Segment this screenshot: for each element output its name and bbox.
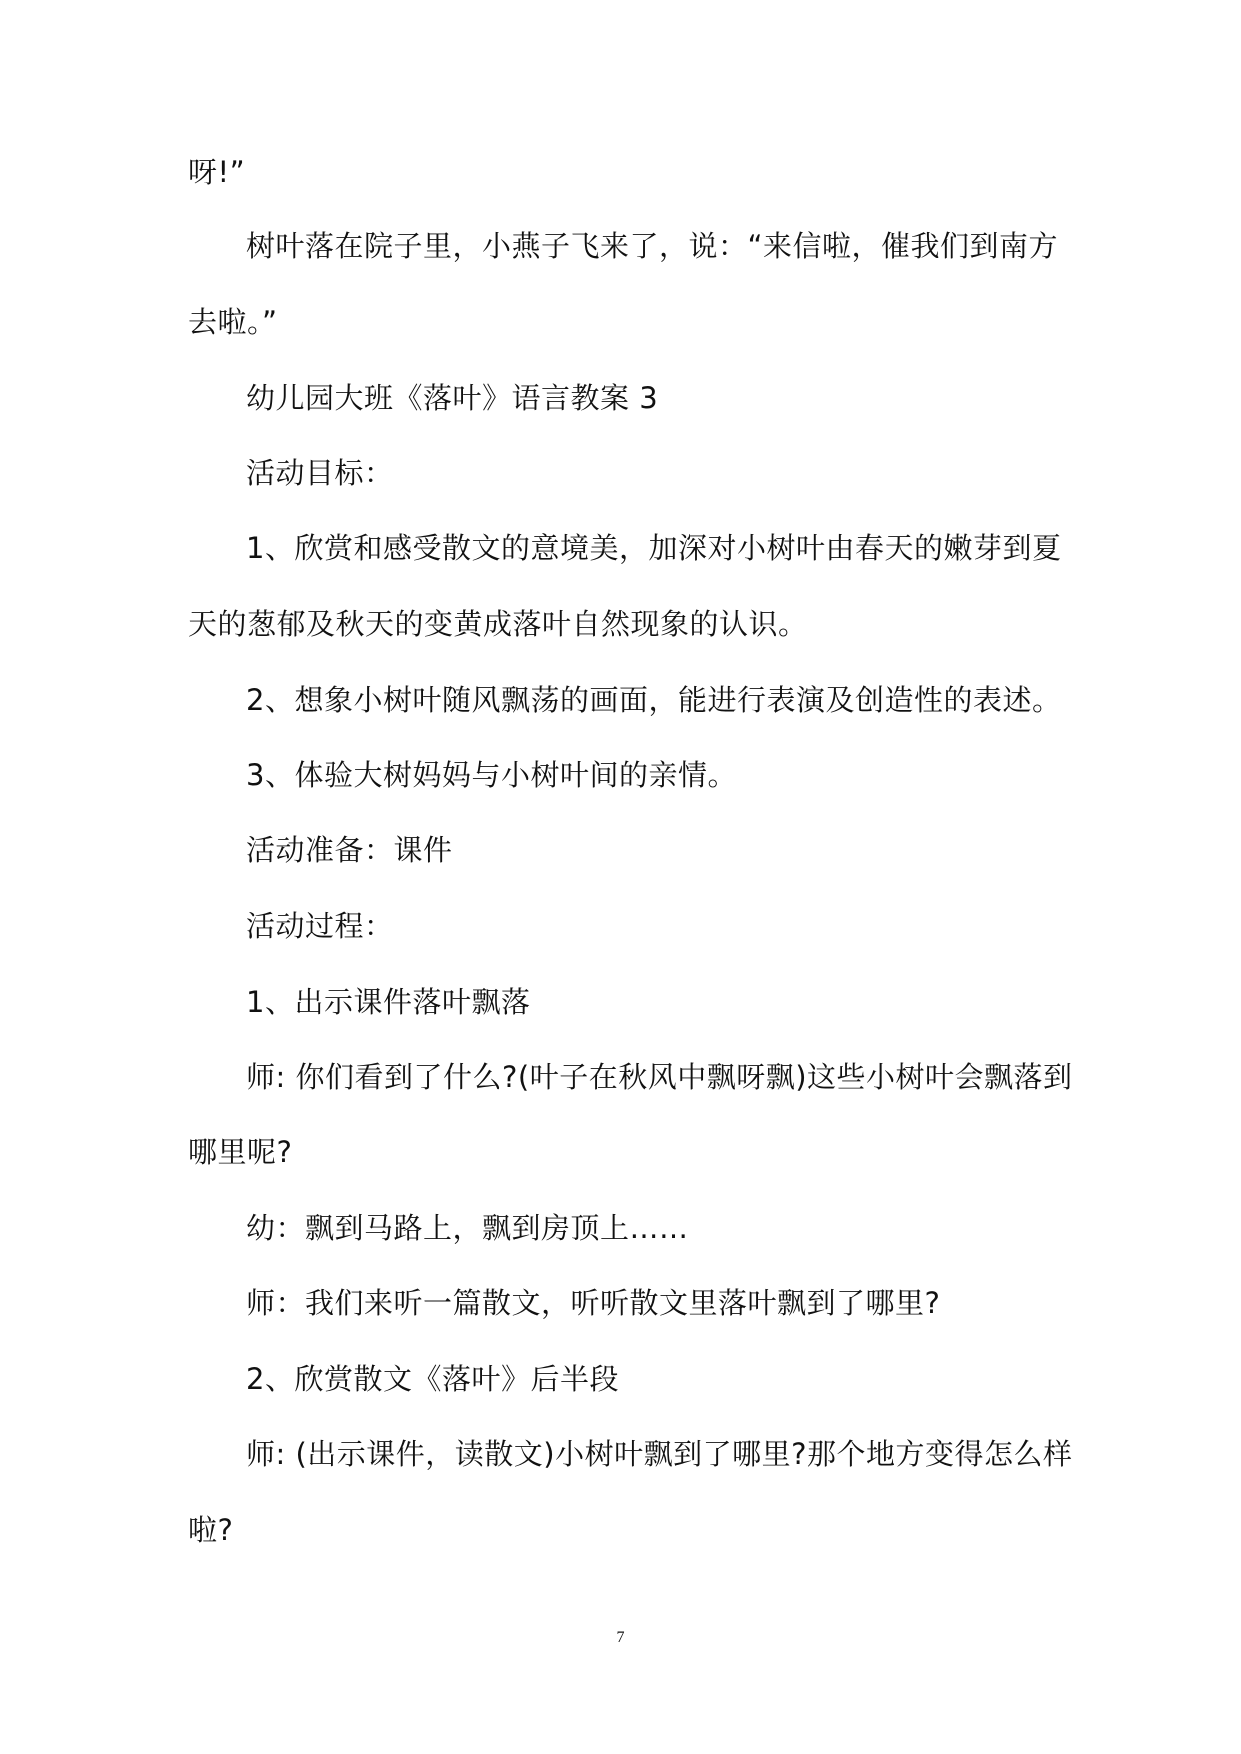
text-line: 师：我们来听一篇散文，听听散文里落叶飘到了哪里? bbox=[246, 1286, 941, 1320]
text-line: 2、欣赏散文《落叶》后半段 bbox=[246, 1362, 619, 1396]
text-line: 师: (出示课件，读散文)小树叶飘到了哪里?那个地方变得怎么样 bbox=[246, 1437, 1073, 1471]
text-line: 幼：飘到马路上，飘到房顶上…… bbox=[246, 1211, 689, 1245]
text-line: 树叶落在院子里，小燕子飞来了，说：“来信啦，催我们到南方 bbox=[246, 229, 1059, 263]
text-line: 去啦。” bbox=[188, 305, 278, 339]
text-line: 啦? bbox=[188, 1513, 234, 1547]
text-line: 活动准备：课件 bbox=[246, 833, 453, 867]
text-line: 呀!” bbox=[188, 155, 246, 189]
text-line: 师: 你们看到了什么?(叶子在秋风中飘呀飘)这些小树叶会飘落到 bbox=[246, 1060, 1073, 1094]
text-line: 哪里呢? bbox=[188, 1135, 293, 1169]
text-line: 1、欣赏和感受散文的意境美，加深对小树叶由春天的嫩芽到夏 bbox=[246, 531, 1062, 565]
text-line: 3、体验大树妈妈与小树叶间的亲情。 bbox=[246, 758, 737, 792]
text-line: 1、出示课件落叶飘落 bbox=[246, 985, 531, 1019]
text-line: 活动目标： bbox=[246, 456, 394, 490]
page-number: 7 bbox=[616, 1629, 625, 1646]
section-heading: 幼儿园大班《落叶》语言教案 3 bbox=[246, 381, 659, 415]
text-line: 活动过程： bbox=[246, 909, 394, 943]
text-line: 天的葱郁及秋天的变黄成落叶自然现象的认识。 bbox=[188, 607, 808, 641]
text-line: 2、想象小树叶随风飘荡的画面，能进行表演及创造性的表述。 bbox=[246, 683, 1062, 717]
